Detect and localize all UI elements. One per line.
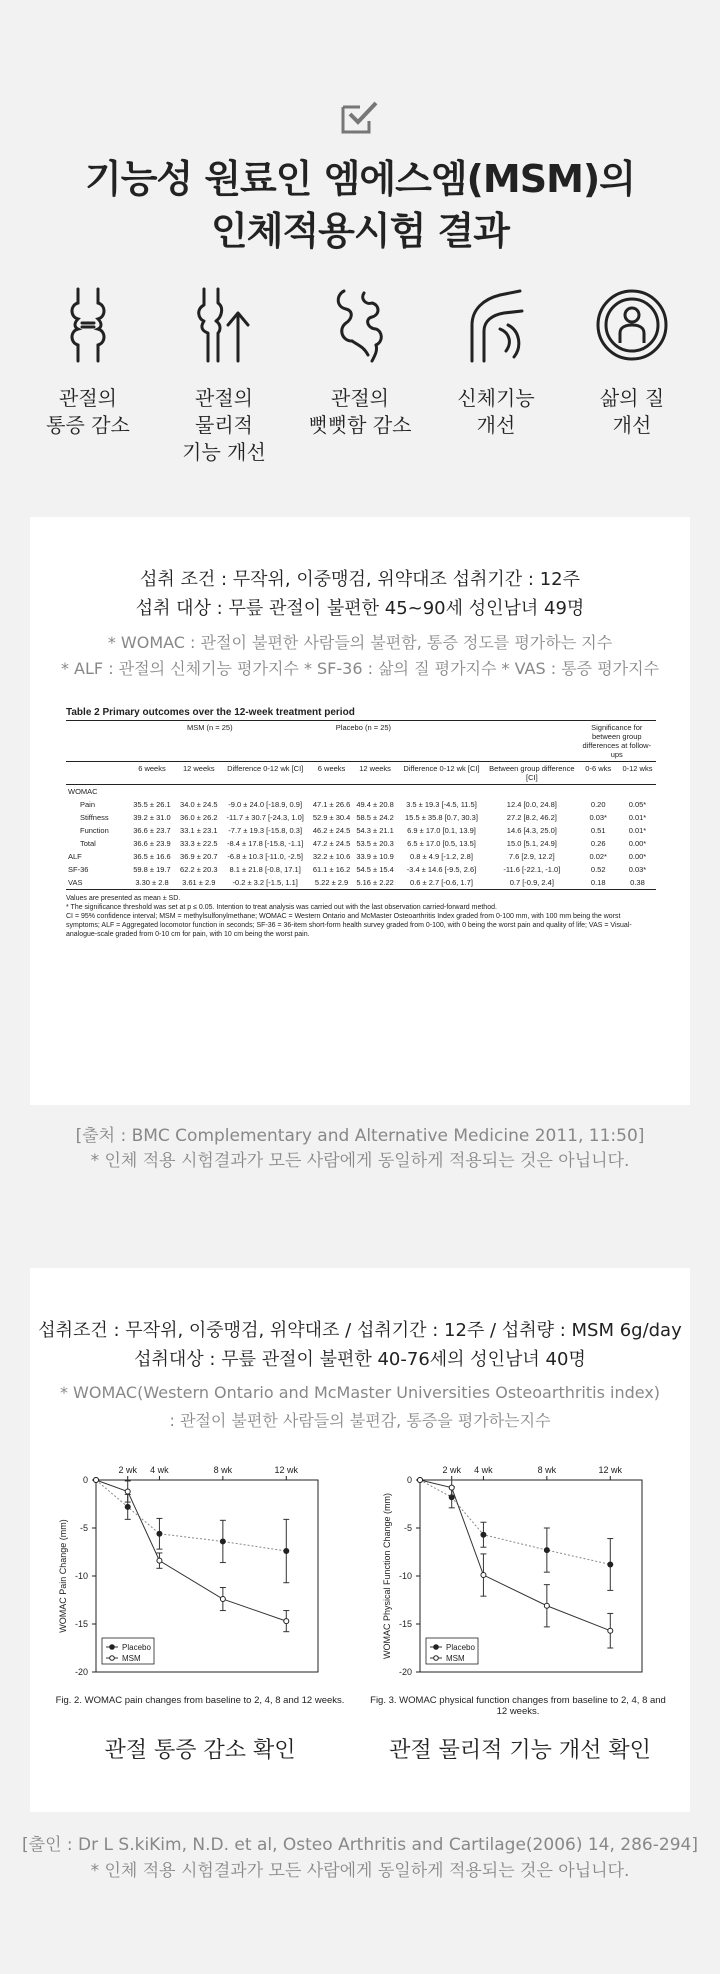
table-cell: 0.38 bbox=[619, 876, 656, 890]
table-column-header: 0-6 wks bbox=[578, 762, 619, 785]
benefit-item bbox=[20, 285, 156, 439]
page-title-line1: 기능성 원료인 엠에스엠(MSM)의 bbox=[85, 157, 635, 201]
y-axis-label: WOMAC Pain Change (mm) bbox=[58, 1519, 68, 1633]
data-point bbox=[544, 1603, 549, 1608]
table-cell: 5.22 ± 2.9 bbox=[310, 876, 354, 890]
table-cell: 32.2 ± 10.6 bbox=[312, 852, 351, 861]
x-tick-label: 8 wk bbox=[213, 1465, 233, 1475]
table-group-placebo: Placebo (n = 25) bbox=[335, 723, 392, 732]
y-tick-label: -15 bbox=[398, 1619, 412, 1629]
study2-disclaimer: * 인체 적용 시험결과가 모든 사람에게 동일하게 적용되는 것은 아닙니다. bbox=[90, 1861, 630, 1881]
benefit-label: 뻣뻣함 감소 bbox=[308, 413, 412, 437]
table-title: Table 2 Primary outcomes over the 12-week treatment period bbox=[66, 707, 656, 721]
table-cell: 36.5 ± 16.6 bbox=[133, 852, 171, 861]
table-cell: 36.6 ± 23.9 bbox=[133, 839, 171, 848]
table-column-header: Between group difference [CI] bbox=[486, 762, 577, 785]
table-row-label: Stiffness bbox=[80, 813, 109, 822]
table-row-label: SF-36 bbox=[68, 865, 89, 874]
table-cell: 0.05* bbox=[628, 800, 647, 809]
benefit-label: 신체기능 bbox=[457, 386, 535, 410]
table-cell: 0.03* bbox=[628, 865, 647, 874]
legend-label: Placebo bbox=[446, 1643, 475, 1652]
bone-joint-icon bbox=[324, 285, 396, 365]
y-tick-label: -5 bbox=[79, 1523, 88, 1533]
table-cell: 0.01* bbox=[628, 813, 647, 822]
study2-panel bbox=[30, 1268, 690, 1812]
chart-caption: Fig. 2. WOMAC pain changes from baseline to 2, 4, 8 and 12 weeks. bbox=[55, 1695, 345, 1706]
y-tick-label: 0 bbox=[82, 1475, 88, 1485]
knee-joint-icon bbox=[52, 285, 124, 365]
y-tick-label: -15 bbox=[74, 1619, 88, 1629]
table-cell: 0.01* bbox=[628, 826, 647, 835]
table-row bbox=[66, 863, 656, 876]
table-womac-label: WOMAC bbox=[68, 787, 98, 796]
table-column-header: 12 weeks bbox=[353, 762, 397, 785]
table-cell: 54.3 ± 21.1 bbox=[356, 826, 394, 835]
checkbox-icon bbox=[340, 99, 380, 135]
table-row-label: Total bbox=[80, 839, 96, 848]
study1-source: [출처 : BMC Complementary and Alternative Medicine 2011, 11:50] bbox=[75, 1126, 645, 1146]
table-cell: 0.6 ± 2.7 [-0.6, 1.7] bbox=[397, 876, 486, 890]
table-cell: 6.5 ± 17.0 [0.5, 13.5] bbox=[407, 839, 476, 848]
study1-note1: * WOMAC : 관절이 불편한 사람들의 불편함, 통증 정도를 평가하는 지수 bbox=[107, 633, 613, 652]
legend-label: MSM bbox=[122, 1654, 141, 1663]
table-cell: 54.5 ± 15.4 bbox=[356, 865, 394, 874]
table-row-label: ALF bbox=[68, 852, 82, 861]
benefit-label: 개선 bbox=[476, 413, 516, 437]
table-cell: 15.5 ± 35.8 [0.7, 30.3] bbox=[405, 813, 478, 822]
table-cell: -9.0 ± 24.0 [-18.9, 0.9] bbox=[228, 800, 303, 809]
study1-panel bbox=[30, 517, 690, 1105]
table-cell: 3.61 ± 2.9 bbox=[177, 876, 221, 890]
table-cell: 12.4 [0.0, 24.8] bbox=[506, 800, 557, 809]
x-tick-label: 4 wk bbox=[474, 1465, 493, 1475]
table-cell: 14.6 [4.3, 25.0] bbox=[506, 826, 557, 835]
legend-label: MSM bbox=[446, 1654, 465, 1663]
study1-subjects: 섭취 대상 : 무릎 관절이 불편한 45~90세 성인남녀 49명 bbox=[135, 598, 585, 619]
table-column-header: 6 weeks bbox=[127, 762, 177, 785]
table-cell: 0.8 ± 4.9 [-1.2, 2.8] bbox=[410, 852, 473, 861]
benefit-label: 통증 감소 bbox=[46, 413, 130, 437]
data-point bbox=[157, 1558, 162, 1563]
x-tick-label: 4 wk bbox=[150, 1465, 169, 1475]
y-tick-label: -5 bbox=[403, 1523, 412, 1533]
table-cell: 46.2 ± 24.5 bbox=[312, 826, 351, 835]
x-tick-label: 2 wk bbox=[118, 1465, 137, 1475]
data-point bbox=[125, 1504, 130, 1509]
x-tick-label: 2 wk bbox=[442, 1465, 461, 1475]
benefit-item bbox=[156, 285, 292, 466]
table-row bbox=[66, 811, 656, 824]
table-cell: -0.2 ± 3.2 [-1.5, 1.1] bbox=[221, 876, 310, 890]
chart-conclusion: 관절 통증 감소 확인 bbox=[104, 1738, 296, 1763]
series-line bbox=[96, 1480, 286, 1621]
table-cell: 0.52 bbox=[590, 865, 606, 874]
table-cell: 39.2 ± 31.0 bbox=[133, 813, 171, 822]
data-point bbox=[418, 1478, 423, 1483]
table-cell: 62.2 ± 20.3 bbox=[180, 865, 218, 874]
table-cell: 47.2 ± 24.5 bbox=[312, 839, 351, 848]
study2-source: [출인 : Dr L S.kiKim, N.D. et al, Osteo Arthritis and Cartilage(2006) 14, 286-294] bbox=[22, 1835, 698, 1855]
table-cell: 0.00* bbox=[628, 852, 647, 861]
table-cell: 0.51 bbox=[590, 826, 606, 835]
series-line bbox=[420, 1480, 610, 1564]
table-column-header: 6 weeks bbox=[310, 762, 354, 785]
table-cell: 5.16 ± 2.22 bbox=[353, 876, 397, 890]
body-function-icon bbox=[460, 285, 532, 365]
womac-pain-chart bbox=[46, 1460, 346, 1690]
table-cell: 36.6 ± 23.7 bbox=[133, 826, 171, 835]
table-cell: 33.9 ± 10.9 bbox=[356, 852, 394, 861]
data-point bbox=[284, 1619, 289, 1624]
table-cell: 47.1 ± 26.6 bbox=[312, 800, 351, 809]
table-cell: 0.7 [-0.9, 2.4] bbox=[486, 876, 577, 890]
benefit-label: 기능 개선 bbox=[182, 440, 266, 464]
table-cell: -8.4 ± 17.8 [-15.8, -1.1] bbox=[227, 839, 304, 848]
benefit-item bbox=[292, 285, 428, 439]
table-cell: 52.9 ± 30.4 bbox=[312, 813, 351, 822]
table-note: Values are presented as mean ± SD. bbox=[66, 895, 181, 902]
table-cell: 33.1 ± 23.1 bbox=[180, 826, 218, 835]
table-cell: 15.0 [5.1, 24.9] bbox=[506, 839, 557, 848]
table-row bbox=[66, 837, 656, 850]
table-group-msm: MSM (n = 25) bbox=[186, 723, 233, 732]
table-row bbox=[66, 876, 656, 890]
table-cell: 6.9 ± 17.0 [0.1, 13.9] bbox=[407, 826, 476, 835]
benefit-item bbox=[564, 285, 700, 439]
benefit-label: 관절의 bbox=[59, 386, 117, 410]
table-row-label: VAS bbox=[66, 876, 127, 890]
data-point bbox=[94, 1478, 99, 1483]
table-cell: 58.5 ± 24.2 bbox=[356, 813, 394, 822]
table-cell: -7.7 ± 19.3 [-15.8, 0.3] bbox=[228, 826, 303, 835]
y-tick-label: -10 bbox=[398, 1571, 412, 1581]
table-row bbox=[66, 798, 656, 811]
table-cell: 49.4 ± 20.8 bbox=[356, 800, 394, 809]
benefit-label: 관절의 bbox=[195, 386, 253, 410]
study2-subjects: 섭취대상 : 무릎 관절이 불편한 40-76세의 성인남녀 40명 bbox=[134, 1349, 586, 1370]
table-significance-header: Significance for between group differences at follow-ups bbox=[582, 723, 652, 759]
study1-note2: * ALF : 관절의 신체기능 평가지수 * SF-36 : 삶의 질 평가지수 * VAS : 통증 평가지수 bbox=[60, 659, 660, 678]
y-axis-label: WOMAC Physical Function Change (mm) bbox=[382, 1492, 392, 1660]
data-point bbox=[157, 1531, 162, 1536]
table-note: * The significance threshold was set at p ≤ 0.05. Intention to treat analysis was carried out with the last observation carried-forward method. bbox=[66, 904, 497, 911]
table-cell: 53.5 ± 20.3 bbox=[356, 839, 394, 848]
outcomes-table bbox=[66, 707, 656, 939]
data-point bbox=[608, 1562, 613, 1567]
data-point bbox=[449, 1485, 454, 1490]
joint-up-arrow-icon bbox=[188, 285, 260, 365]
table-cell: -6.8 ± 10.3 [-11.0, -2.5] bbox=[227, 852, 304, 861]
x-tick-label: 8 wk bbox=[537, 1465, 557, 1475]
table-cell: 8.1 ± 21.8 [-0.8, 17.1] bbox=[229, 865, 301, 874]
table-column-header: 0-12 wks bbox=[619, 762, 656, 785]
study2-note1: * WOMAC(Western Ontario and McMaster Universities Osteoarthritis index) bbox=[59, 1383, 661, 1402]
chart-caption: Fig. 3. WOMAC physical function changes from baseline to 2, 4, 8 and 12 weeks. bbox=[370, 1695, 666, 1717]
table-cell: 34.0 ± 24.5 bbox=[180, 800, 218, 809]
data-point bbox=[544, 1548, 549, 1553]
data-point bbox=[284, 1549, 289, 1554]
table-row-label: Pain bbox=[80, 800, 96, 809]
table-cell: 27.2 [8.2, 46.2] bbox=[506, 813, 557, 822]
legend-marker bbox=[434, 1656, 439, 1661]
legend-marker bbox=[110, 1645, 115, 1650]
benefit-label: 물리적 bbox=[195, 413, 253, 437]
benefit-label: 삶의 질 bbox=[599, 386, 665, 410]
data-point bbox=[481, 1532, 486, 1537]
page-title-line2: 인체적용시험 결과 bbox=[211, 209, 509, 253]
data-point bbox=[481, 1573, 486, 1578]
table-row bbox=[66, 824, 656, 837]
legend-marker bbox=[110, 1656, 115, 1661]
x-tick-label: 12 wk bbox=[598, 1465, 623, 1475]
table-cell: 3.5 ± 19.3 [-4.5, 11.5] bbox=[406, 800, 477, 809]
benefit-label: 관절의 bbox=[331, 386, 389, 410]
table-cell: 7.6 [2.9, 12.2] bbox=[508, 852, 555, 861]
table-cell: 0.02* bbox=[589, 852, 607, 861]
table-column-header: Difference 0-12 wk [CI] bbox=[397, 762, 486, 785]
table-cell: -3.4 ± 14.6 [-9.5, 2.6] bbox=[406, 865, 477, 874]
y-tick-label: 0 bbox=[406, 1475, 412, 1485]
chart-conclusion: 관절 물리적 기능 개선 확인 bbox=[389, 1738, 651, 1763]
table-cell: 0.18 bbox=[578, 876, 619, 890]
y-tick-label: -20 bbox=[74, 1667, 88, 1677]
study2-conditions: 섭취조건 : 무작위, 이중맹검, 위약대조 / 섭취기간 : 12주 / 섭취량 : MSM 6g/day bbox=[38, 1320, 682, 1341]
table-cell: 61.1 ± 16.2 bbox=[312, 865, 351, 874]
y-tick-label: -10 bbox=[74, 1571, 88, 1581]
womac-function-chart bbox=[370, 1460, 670, 1690]
table-column-header: 12 weeks bbox=[177, 762, 221, 785]
table-cell: 59.8 ± 19.7 bbox=[133, 865, 171, 874]
table-note: CI = 95% confidence interval; MSM = methylsulfonylmethane; WOMAC = Western Ontario and McMaster Osteoarthritis Index graded from 0-100 mm, with 100 mm being the worst symptoms; ALF = Aggregated locomotor function in seconds; SF-36 = 36-item short-form health survey graded from 0-100, with 0 being the worst pain and quality of life; VAS = Visual-analogue-scale graded from 0-10 cm for pain, with 10 cm being the worst pain. bbox=[66, 913, 632, 938]
x-tick-label: 12 wk bbox=[274, 1465, 299, 1475]
data-point bbox=[125, 1489, 130, 1494]
study1-conditions: 섭취 조건 : 무작위, 이중맹검, 위약대조 섭취기간 : 12주 bbox=[139, 569, 580, 590]
table-cell: 36.0 ± 26.2 bbox=[180, 813, 218, 822]
person-circle-icon bbox=[596, 285, 668, 365]
table-row-label: Function bbox=[80, 826, 109, 835]
table-row bbox=[66, 850, 656, 863]
legend-marker bbox=[434, 1645, 439, 1650]
table-cell: 35.5 ± 26.1 bbox=[133, 800, 171, 809]
benefit-list bbox=[20, 285, 700, 475]
study2-note2: : 관절이 불편한 사람들의 불편감, 통증을 평가하는지수 bbox=[169, 1411, 551, 1430]
table-cell: 36.9 ± 20.7 bbox=[180, 852, 218, 861]
table-cell: 3.30 ± 2.8 bbox=[127, 876, 177, 890]
table-cell: -11.7 ± 30.7 [-24.3, 1.0] bbox=[226, 813, 304, 822]
y-tick-label: -20 bbox=[398, 1667, 412, 1677]
legend-label: Placebo bbox=[122, 1643, 151, 1652]
data-point bbox=[220, 1597, 225, 1602]
benefit-item bbox=[428, 285, 564, 439]
data-point bbox=[608, 1628, 613, 1633]
table-cell: 33.3 ± 22.5 bbox=[180, 839, 218, 848]
table-cell: 0.00* bbox=[628, 839, 647, 848]
table-cell: 0.03* bbox=[589, 813, 607, 822]
table-cell: 0.26 bbox=[590, 839, 606, 848]
benefit-label: 개선 bbox=[612, 413, 652, 437]
study1-disclaimer: * 인체 적용 시험결과가 모든 사람에게 동일하게 적용되는 것은 아닙니다. bbox=[90, 1151, 630, 1171]
table-cell: -11.6 [-22.1, -1.0] bbox=[503, 865, 561, 874]
table-cell: 0.20 bbox=[590, 800, 606, 809]
table-column-header: Difference 0-12 wk [CI] bbox=[221, 762, 310, 785]
series-line bbox=[420, 1480, 610, 1631]
data-point bbox=[220, 1539, 225, 1544]
